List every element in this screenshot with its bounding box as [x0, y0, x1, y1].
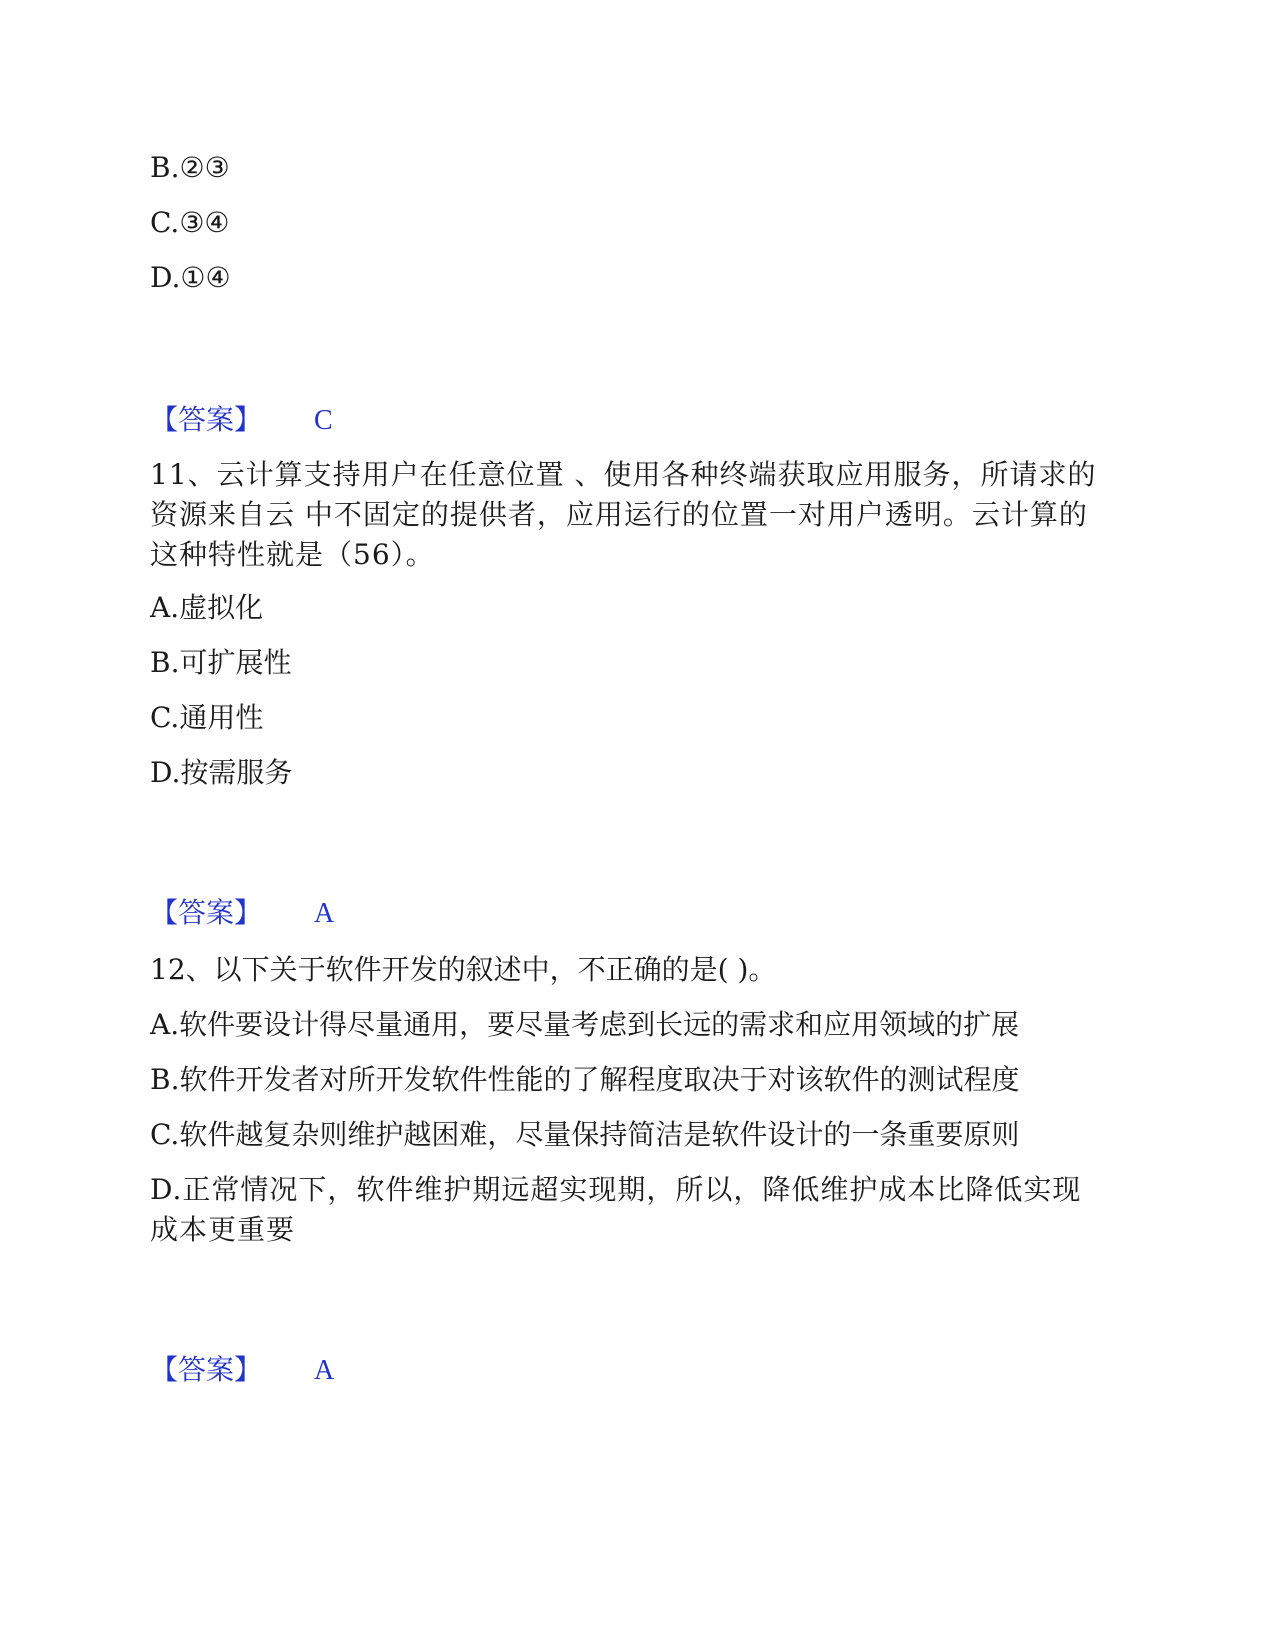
q12-option-c: C.软件越复杂则维护越困难，尽量保持简洁是软件设计的一条重要原则: [150, 1118, 1020, 1151]
q11-option-b: B.可扩展性: [150, 646, 292, 679]
q11-answer-value: A: [314, 898, 335, 929]
option-d: D.①④: [150, 261, 231, 294]
answer-label: 【答案】: [150, 403, 263, 436]
answer-value: C: [314, 405, 333, 436]
q11-option-a: A.虚拟化: [150, 591, 264, 624]
question-12-stem: 12、以下关于软件开发的叙述中，不正确的是( )。: [150, 953, 777, 986]
q11-option-c: C.通用性: [150, 701, 264, 734]
q12-answer-label: 【答案】: [150, 1353, 263, 1386]
q11-answer-line: [150, 893, 334, 934]
option-b: B.②③: [150, 151, 230, 184]
answer-line: [150, 400, 333, 441]
q11-option-d: D.按需服务: [150, 756, 293, 789]
option-c: C.③④: [150, 206, 230, 239]
q12-option-a: A.软件要设计得尽量通用，要尽量考虑到长远的需求和应用领域的扩展: [150, 1008, 1020, 1041]
q12-option-b: B.软件开发者对所开发软件性能的了解程度取决于对该软件的测试程度: [150, 1063, 1020, 1096]
q11-answer-label: 【答案】: [150, 896, 263, 929]
question-11-stem: 11、云计算支持用户在任意位置 、使用各种终端获取应用服务，所请求的资源来自云 中不固定的提供者，应用运行的位置一对用户透明。云计算的这种特性就是（56）。: [150, 458, 1097, 571]
q12-answer-line: [150, 1350, 334, 1391]
q12-option-d: D.正常情况下，软件维护期远超实现期，所以，降低维护成本比降低实现成本更重要: [150, 1173, 1082, 1246]
q12-answer-value: A: [314, 1355, 335, 1386]
